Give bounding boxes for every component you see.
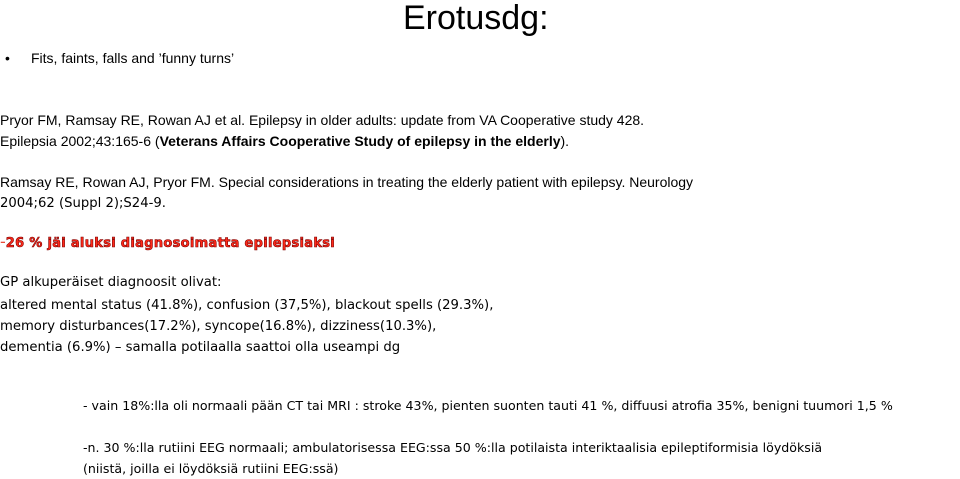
gp-line-1: altered mental status (41.8%), confusion (37,5%), blackout spells (29.3%), <box>0 298 494 313</box>
bullet-marker: • <box>5 50 10 66</box>
bullet-text: Fits, faints, falls and ’funny turns’ <box>31 50 235 66</box>
highlight-dash: - <box>0 232 6 251</box>
eeg-findings <box>83 437 822 479</box>
imaging-findings: - vain 18%:lla oli normaali pään CT tai MRI : stroke 43%, pienten suonten tauti 41 %, diffuusi atrofia 35%, benigni tuumori 1,5 % <box>83 398 893 413</box>
eeg-line-2: (niistä, joilla ei löydöksiä rutiini EEG:ssä) <box>83 461 339 476</box>
reference-ramsay-line2: 2004;62 (Suppl 2);S24-9. <box>0 196 166 211</box>
eeg-line-1: -n. 30 %:lla rutiini EEG normaali; ambulatorisessa EEG:ssa 50 %:lla potilaista interiktaalisia epileptiformisia löydöksiä <box>83 440 823 455</box>
gp-line-2: memory disturbances(17.2%), syncope(16.8%), dizziness(10.3%), <box>0 319 437 334</box>
reference-pryor-journal: Epilepsia 2002;43:165-6 ( <box>0 133 160 149</box>
reference-ramsay <box>0 172 693 214</box>
reference-pryor-close: ). <box>560 133 570 149</box>
reference-pryor-line1: Pryor FM, Ramsay RE, Rowan AJ et al. Epilepsy in older adults: update from VA Cooperative study 428. <box>0 112 645 128</box>
reference-pryor-study-name: Veterans Affairs Cooperative Study of epilepsy in the elderly <box>159 133 561 149</box>
gp-line-3: dementia (6.9%) – samalla potilaalla saattoi olla useampi dg <box>0 340 401 355</box>
slide-title: Erotusdg: <box>403 0 549 37</box>
highlight-text: 26 % jäi aluksi diagnosoimatta epilepsiaksi <box>5 236 336 251</box>
highlight-line <box>0 232 335 251</box>
reference-pryor-line2 <box>0 131 644 152</box>
reference-pryor <box>0 110 644 152</box>
gp-heading: GP alkuperäiset diagnoosit olivat: <box>0 275 222 290</box>
reference-ramsay-line1: Ramsay RE, Rowan AJ, Pryor FM. Special considerations in treating the elderly patient with epilepsy. Neurology <box>0 174 694 190</box>
